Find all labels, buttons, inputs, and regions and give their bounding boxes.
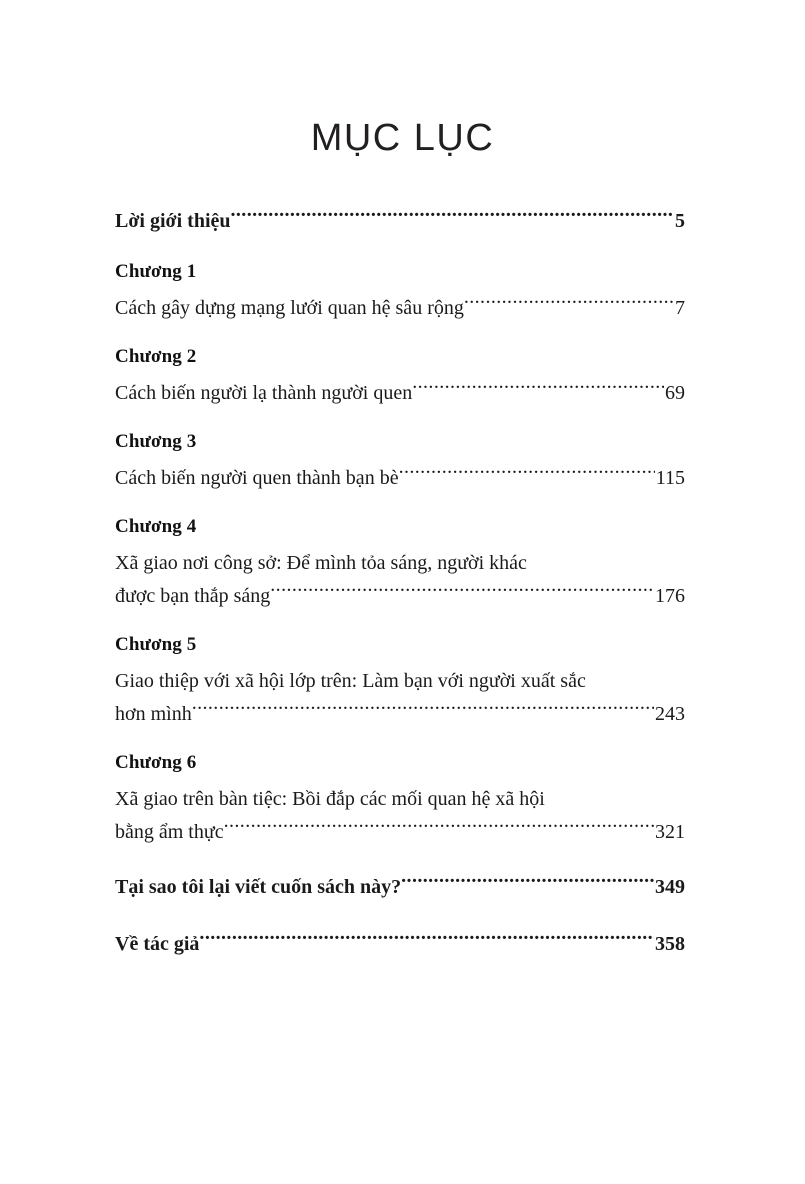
page-number: 5 <box>675 210 685 232</box>
toc-entry[interactable] <box>115 205 685 238</box>
page-number: 69 <box>665 382 685 404</box>
toc-entry-title-line: Xã giao nơi công sở: Để mình tỏa sáng, người khác <box>115 552 527 574</box>
dot-leader <box>399 464 655 484</box>
toc-entry-title: Về tác giả <box>115 933 200 955</box>
toc-entry[interactable] <box>115 262 685 325</box>
dot-leader <box>192 700 654 720</box>
toc-entry-title: được bạn thắp sáng <box>115 585 271 607</box>
toc-leader-row[interactable] <box>115 816 685 849</box>
toc-entry-title: Tại sao tôi lại viết cuốn sách này? <box>115 876 402 898</box>
chapter-label: Chương 5 <box>115 634 197 655</box>
chapter-label: Chương 6 <box>115 752 197 773</box>
toc-leader-row[interactable] <box>115 205 685 238</box>
toc-entry-title-line: Xã giao trên bàn tiệc: Bồi đắp các mối quan hệ xã hội <box>115 788 545 810</box>
toc-leader-row[interactable] <box>115 462 685 495</box>
toc-entry-title: bằng ẩm thực <box>115 821 224 843</box>
toc-leader-row[interactable] <box>115 580 685 613</box>
dot-leader <box>401 873 654 893</box>
toc-entry-title: hơn mình <box>115 703 192 725</box>
toc-entry-title: Cách biến người quen thành bạn bè <box>115 467 399 489</box>
page-number: 7 <box>675 297 685 319</box>
chapter-label: Chương 4 <box>115 516 197 537</box>
toc-entry[interactable] <box>115 635 685 731</box>
toc-leader-row[interactable] <box>115 928 685 961</box>
page-number: 358 <box>655 933 685 955</box>
chapter-label: Chương 1 <box>115 261 197 282</box>
page-title: MỤC LỤC <box>310 117 495 159</box>
toc-leader-row[interactable] <box>115 292 685 325</box>
page-number: 115 <box>655 467 685 489</box>
toc-leader-row[interactable] <box>115 698 685 731</box>
toc-entry-title: Cách biến người lạ thành người quen <box>115 382 413 404</box>
toc-entry-title: Lời giới thiệu <box>115 210 231 232</box>
toc-entry[interactable] <box>115 347 685 410</box>
page-number: 349 <box>655 876 685 898</box>
toc-entry-title: Cách gây dựng mạng lưới quan hệ sâu rộng <box>115 297 464 319</box>
dot-leader <box>231 207 675 227</box>
dot-leader <box>270 582 654 602</box>
toc-entry[interactable] <box>115 517 685 613</box>
chapter-label: Chương 2 <box>115 346 197 367</box>
dot-leader <box>464 294 674 314</box>
toc-entry[interactable] <box>115 928 685 961</box>
table-of-contents-list <box>115 205 685 985</box>
dot-leader <box>224 818 654 838</box>
toc-leader-row[interactable] <box>115 871 685 904</box>
chapter-label: Chương 3 <box>115 431 197 452</box>
page-number: 176 <box>655 585 685 607</box>
toc-entry[interactable] <box>115 871 685 904</box>
toc-entry[interactable] <box>115 753 685 849</box>
dot-leader <box>412 379 664 399</box>
toc-entry[interactable] <box>115 432 685 495</box>
toc-leader-row[interactable] <box>115 377 685 410</box>
dot-leader <box>199 930 654 950</box>
toc-entry-title-line: Giao thiệp với xã hội lớp trên: Làm bạn với người xuất sắc <box>115 670 586 692</box>
page-number: 243 <box>655 703 685 725</box>
page-number: 321 <box>655 821 685 843</box>
